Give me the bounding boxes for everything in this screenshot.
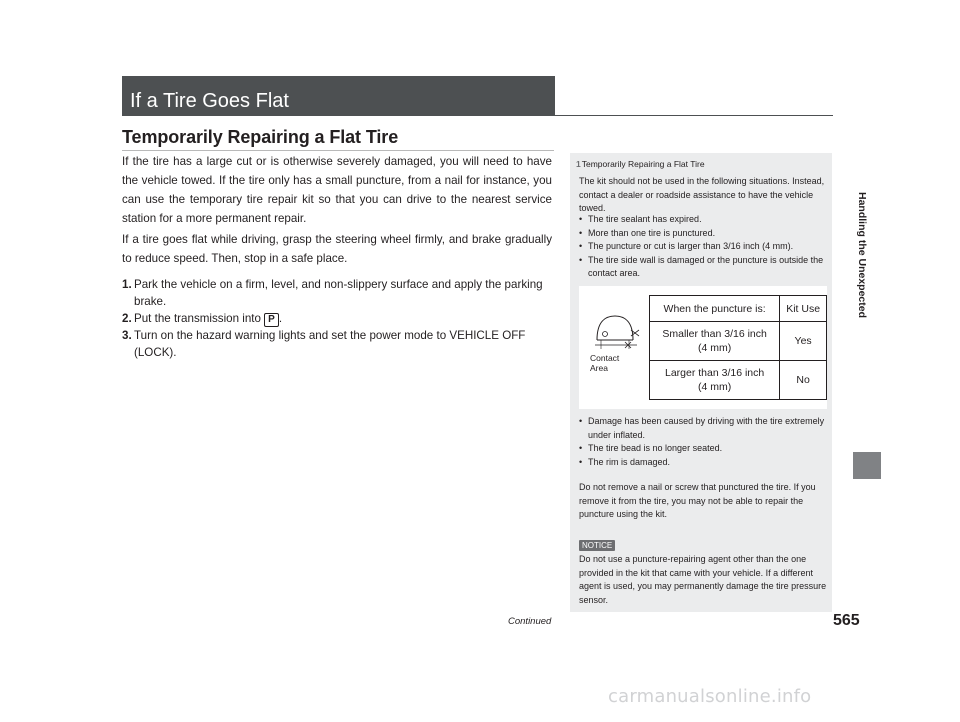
contact-area-label: Contact Area xyxy=(590,353,620,373)
list-item: • Damage has been caused by driving with the tire extremely under inflated. xyxy=(579,415,829,442)
step-number: 1. xyxy=(122,278,132,291)
kit-restriction-list xyxy=(579,213,829,281)
kit-use-cell: No xyxy=(780,361,827,400)
procedure-steps xyxy=(122,276,552,361)
notice-text: Do not use a puncture-repairing agent other than the one provided in the kit that came with your vehicle. If a different agent is used, you may permanently damage the tire pressure sensor. xyxy=(579,554,827,605)
tire-contact-area-icon xyxy=(593,312,645,354)
title-rule xyxy=(555,115,833,116)
damage-condition-list xyxy=(579,415,829,469)
header-cell: When the puncture is: xyxy=(650,296,780,322)
continued-label: Continued xyxy=(508,616,552,627)
step-text: Put the transmission into xyxy=(134,312,265,325)
list-item: • The tire bead is no longer seated. xyxy=(579,442,829,456)
table-row xyxy=(650,322,827,361)
list-item: • More than one tire is punctured. xyxy=(579,227,829,241)
chapter-title: If a Tire Goes Flat xyxy=(122,76,555,116)
step-text: Park the vehicle on a firm, level, and non-slippery surface and apply the parking brake. xyxy=(134,278,543,308)
step-item xyxy=(122,327,552,361)
step-text: Turn on the hazard warning lights and set the power mode to VEHICLE OFF (LOCK). xyxy=(134,329,526,359)
sidebar-note xyxy=(570,153,832,612)
step-number: 3. xyxy=(122,329,132,342)
step-item xyxy=(122,310,552,327)
puncture-illustration xyxy=(579,286,827,409)
page-number: 565 xyxy=(833,612,860,629)
sidebar-title-text: Temporarily Repairing a Flat Tire xyxy=(581,159,705,169)
step-number: 2. xyxy=(122,312,132,325)
table-header-row xyxy=(650,296,827,322)
list-item: • The tire side wall is damaged or the puncture is outside the contact area. xyxy=(579,254,829,281)
reference-mark: 1 xyxy=(576,159,581,169)
size-cell: Smaller than 3/16 inch (4 mm) xyxy=(650,322,780,361)
header-cell: Kit Use xyxy=(780,296,827,322)
puncture-size-table xyxy=(649,295,827,400)
intro-paragraph: If the tire has a large cut or is otherwise severely damaged, you will need to have the vehicle towed. If the tire only has a small puncture, from a nail for instance, you can use the temporary tire repair kit so that you can drive to the nearest service station for a more permanent repair. xyxy=(122,155,552,225)
park-gear-icon: P xyxy=(264,313,279,327)
size-cell: Larger than 3/16 inch (4 mm) xyxy=(650,361,780,400)
section-heading: Temporarily Repairing a Flat Tire xyxy=(122,127,399,147)
list-item: • The rim is damaged. xyxy=(579,456,829,470)
chapter-thumb-tab xyxy=(853,452,881,479)
nail-removal-note: Do not remove a nail or screw that punctured the tire. If you remove it from the tire, you may not be able to repair the puncture using the kit. xyxy=(579,482,816,519)
list-item: • The tire sealant has expired. xyxy=(579,213,829,227)
flat-while-driving-paragraph: If a tire goes flat while driving, grasp the steering wheel firmly, and brake gradually to reduce speed. Then, stop in a safe place. xyxy=(122,233,552,265)
list-item: • The puncture or cut is larger than 3/16 inch (4 mm). xyxy=(579,240,829,254)
step-text-end: . xyxy=(278,312,283,325)
kit-use-cell: Yes xyxy=(780,322,827,361)
step-item xyxy=(122,276,552,310)
sidebar-title xyxy=(576,159,705,169)
watermark: carmanualsonline.info xyxy=(608,686,812,707)
table-row xyxy=(650,361,827,400)
heading-rule xyxy=(122,150,554,151)
notice-badge: NOTICE xyxy=(579,540,615,551)
chapter-side-label: Handling the Unexpected xyxy=(856,192,868,319)
sidebar-intro: The kit should not be used in the following situations. Instead, contact a dealer or roadside assistance to have the vehicle towed. xyxy=(579,176,825,213)
